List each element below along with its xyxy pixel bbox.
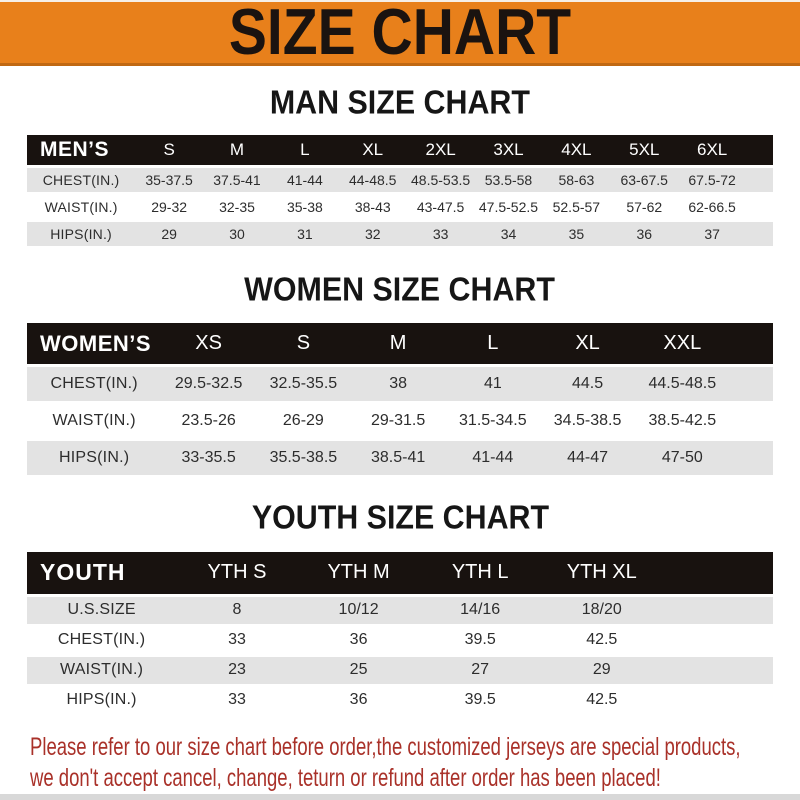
- banner-title: SIZE CHART: [228, 0, 572, 69]
- men-row-label-hips-in: HIPS(IN.): [27, 222, 135, 246]
- men-column-header-6xl: 6XL: [678, 135, 746, 165]
- women-waist-in-value-l: 31.5-34.5: [445, 404, 540, 438]
- youth-u-s-size-value-yth-xl: 18/20: [541, 597, 663, 624]
- men-size-chart-section: [0, 85, 800, 249]
- youth-column-header-yth-m: YTH M: [298, 552, 420, 594]
- men-hips-in-value-6xl: 37: [678, 222, 746, 246]
- women-column-header-m: M: [351, 323, 446, 364]
- men-chest-in-value-xl: 44-48.5: [339, 168, 407, 192]
- men-hips-in-value-l: 31: [271, 222, 339, 246]
- men-hips-in-value-3xl: 34: [475, 222, 543, 246]
- men-row-waist-in: [27, 195, 773, 219]
- men-chest-in-value-2xl: 48.5-53.5: [407, 168, 475, 192]
- youth-u-s-size-value-yth-s: 8: [176, 597, 298, 624]
- men-hips-in-value-xl: 32: [339, 222, 407, 246]
- women-chest-in-value-xxl: 44.5-48.5: [635, 367, 730, 401]
- women-column-header-s: S: [256, 323, 351, 364]
- men-chest-in-value-6xl: 67.5-72: [678, 168, 746, 192]
- youth-size-table: [27, 549, 773, 717]
- youth-row-u-s-size: [27, 597, 773, 624]
- women-row-spacer: [730, 404, 773, 438]
- youth-chest-in-value-yth-m: 36: [298, 627, 420, 654]
- men-column-header-2xl: 2XL: [407, 135, 475, 165]
- women-waist-in-value-s: 26-29: [256, 404, 351, 438]
- men-waist-in-value-4xl: 52.5-57: [542, 195, 610, 219]
- men-waist-in-value-s: 29-32: [135, 195, 203, 219]
- men-table-header-row: [27, 135, 773, 165]
- men-row-chest-in: [27, 168, 773, 192]
- women-header-spacer: [730, 323, 773, 364]
- women-column-header-l: L: [445, 323, 540, 364]
- men-chest-in-value-m: 37.5-41: [203, 168, 271, 192]
- youth-size-chart-section: [0, 500, 800, 717]
- men-column-header-m: M: [203, 135, 271, 165]
- men-waist-in-value-2xl: 43-47.5: [407, 195, 475, 219]
- disclaimer-line-1: Please refer to our size chart before order,the customized jerseys are special products,: [30, 732, 741, 761]
- women-chest-in-value-xs: 29.5-32.5: [161, 367, 256, 401]
- youth-u-s-size-value-yth-l: 14/16: [419, 597, 541, 624]
- men-section-heading-text: MAN SIZE CHART: [269, 83, 531, 121]
- youth-header-spacer: [663, 552, 773, 594]
- men-column-header-l: L: [271, 135, 339, 165]
- women-section-heading-text: WOMEN SIZE CHART: [244, 269, 556, 308]
- women-size-table: [27, 320, 773, 478]
- youth-row-spacer: [663, 627, 773, 654]
- men-chest-in-value-5xl: 63-67.5: [610, 168, 678, 192]
- men-waist-in-value-xl: 38-43: [339, 195, 407, 219]
- youth-hips-in-value-yth-m: 36: [298, 687, 420, 714]
- men-hips-in-value-5xl: 36: [610, 222, 678, 246]
- men-column-header-s: S: [135, 135, 203, 165]
- youth-row-spacer: [663, 657, 773, 684]
- youth-waist-in-value-yth-s: 23: [176, 657, 298, 684]
- bottom-edge-strip: [0, 794, 800, 800]
- men-waist-in-value-m: 32-35: [203, 195, 271, 219]
- men-hips-in-value-m: 30: [203, 222, 271, 246]
- men-row-label-waist-in: WAIST(IN.): [27, 195, 135, 219]
- women-column-header-xxl: XXL: [635, 323, 730, 364]
- men-chest-in-value-4xl: 58-63: [542, 168, 610, 192]
- women-row-hips-in: [27, 441, 773, 475]
- youth-chest-in-value-yth-s: 33: [176, 627, 298, 654]
- men-section-heading: [0, 85, 800, 120]
- men-size-table: [27, 132, 773, 249]
- youth-section-heading: [0, 500, 800, 535]
- women-row-label-hips-in: HIPS(IN.): [27, 441, 161, 475]
- youth-waist-in-value-yth-xl: 29: [541, 657, 663, 684]
- youth-column-header-yth-xl: YTH XL: [541, 552, 663, 594]
- youth-waist-in-value-yth-l: 27: [419, 657, 541, 684]
- women-chest-in-value-s: 32.5-35.5: [256, 367, 351, 401]
- men-row-spacer: [746, 168, 773, 192]
- youth-u-s-size-value-yth-m: 10/12: [298, 597, 420, 624]
- youth-corner-label: YOUTH: [27, 552, 176, 594]
- women-hips-in-value-xl: 44-47: [540, 441, 635, 475]
- men-hips-in-value-4xl: 35: [542, 222, 610, 246]
- youth-hips-in-value-yth-l: 39.5: [419, 687, 541, 714]
- men-column-header-5xl: 5XL: [610, 135, 678, 165]
- youth-row-spacer: [663, 687, 773, 714]
- women-waist-in-value-m: 29-31.5: [351, 404, 446, 438]
- men-row-hips-in: [27, 222, 773, 246]
- women-hips-in-value-m: 38.5-41: [351, 441, 446, 475]
- sections-container: [0, 85, 800, 717]
- men-header-spacer: [746, 135, 773, 165]
- youth-chest-in-value-yth-xl: 42.5: [541, 627, 663, 654]
- men-waist-in-value-5xl: 57-62: [610, 195, 678, 219]
- size-chart-banner: [0, 0, 800, 69]
- women-corner-label: WOMEN’S: [27, 323, 161, 364]
- men-waist-in-value-6xl: 62-66.5: [678, 195, 746, 219]
- women-column-header-xl: XL: [540, 323, 635, 364]
- women-hips-in-value-xxl: 47-50: [635, 441, 730, 475]
- youth-row-label-chest-in: CHEST(IN.): [27, 627, 176, 654]
- men-waist-in-value-3xl: 47.5-52.5: [475, 195, 543, 219]
- women-waist-in-value-xl: 34.5-38.5: [540, 404, 635, 438]
- men-column-header-xl: XL: [339, 135, 407, 165]
- youth-section-heading-text: YOUTH SIZE CHART: [251, 498, 549, 536]
- youth-row-hips-in: [27, 687, 773, 714]
- men-corner-label: MEN’S: [27, 135, 135, 165]
- women-hips-in-value-l: 41-44: [445, 441, 540, 475]
- men-hips-in-value-2xl: 33: [407, 222, 475, 246]
- men-chest-in-value-s: 35-37.5: [135, 168, 203, 192]
- youth-waist-in-value-yth-m: 25: [298, 657, 420, 684]
- women-hips-in-value-s: 35.5-38.5: [256, 441, 351, 475]
- disclaimer-line-2: we don't accept cancel, change, teturn or refund after order has been placed!: [30, 763, 661, 792]
- youth-row-chest-in: [27, 627, 773, 654]
- women-row-chest-in: [27, 367, 773, 401]
- youth-row-label-u-s-size: U.S.SIZE: [27, 597, 176, 624]
- women-waist-in-value-xs: 23.5-26: [161, 404, 256, 438]
- women-row-label-chest-in: CHEST(IN.): [27, 367, 161, 401]
- men-waist-in-value-l: 35-38: [271, 195, 339, 219]
- men-row-label-chest-in: CHEST(IN.): [27, 168, 135, 192]
- women-row-spacer: [730, 367, 773, 401]
- youth-hips-in-value-yth-s: 33: [176, 687, 298, 714]
- women-row-label-waist-in: WAIST(IN.): [27, 404, 161, 438]
- women-column-header-xs: XS: [161, 323, 256, 364]
- youth-column-header-yth-l: YTH L: [419, 552, 541, 594]
- women-waist-in-value-xxl: 38.5-42.5: [635, 404, 730, 438]
- women-section-heading: [0, 269, 800, 308]
- men-column-header-4xl: 4XL: [542, 135, 610, 165]
- youth-row-label-waist-in: WAIST(IN.): [27, 657, 176, 684]
- disclaimer-footer: [30, 732, 800, 794]
- youth-column-header-yth-s: YTH S: [176, 552, 298, 594]
- men-hips-in-value-s: 29: [135, 222, 203, 246]
- youth-row-waist-in: [27, 657, 773, 684]
- men-chest-in-value-3xl: 53.5-58: [475, 168, 543, 192]
- youth-table-header-row: [27, 552, 773, 594]
- women-table-header-row: [27, 323, 773, 364]
- youth-hips-in-value-yth-xl: 42.5: [541, 687, 663, 714]
- women-hips-in-value-xs: 33-35.5: [161, 441, 256, 475]
- men-column-header-3xl: 3XL: [475, 135, 543, 165]
- women-row-spacer: [730, 441, 773, 475]
- women-chest-in-value-xl: 44.5: [540, 367, 635, 401]
- men-chest-in-value-l: 41-44: [271, 168, 339, 192]
- youth-chest-in-value-yth-l: 39.5: [419, 627, 541, 654]
- youth-row-spacer: [663, 597, 773, 624]
- youth-row-label-hips-in: HIPS(IN.): [27, 687, 176, 714]
- women-size-chart-section: [0, 269, 800, 479]
- women-chest-in-value-m: 38: [351, 367, 446, 401]
- women-row-waist-in: [27, 404, 773, 438]
- men-row-spacer: [746, 195, 773, 219]
- women-chest-in-value-l: 41: [445, 367, 540, 401]
- men-row-spacer: [746, 222, 773, 246]
